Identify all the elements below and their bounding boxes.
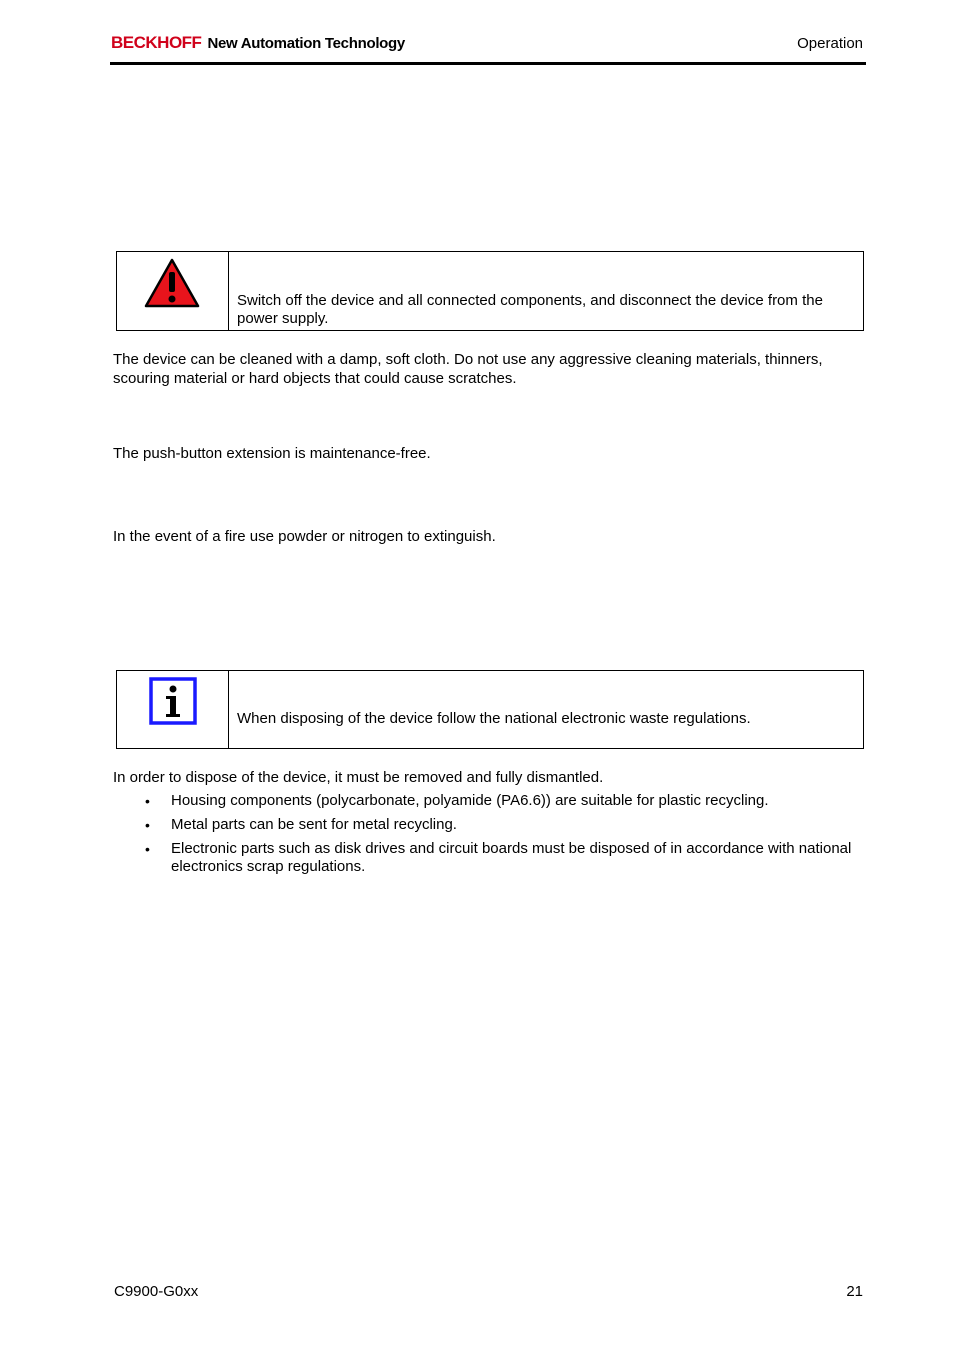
disposal-intro: In order to dispose of the device, it must be removed and fully dismantled. (113, 769, 604, 786)
info-icon (149, 677, 197, 725)
brand-tagline: New Automation Technology (207, 35, 405, 52)
brand-name: BECKHOFF (111, 33, 202, 52)
warning-icon-cell (117, 252, 229, 330)
list-item: • Metal parts can be sent for metal recycling. (145, 816, 855, 834)
info-note (116, 670, 864, 749)
section-title: Operation (797, 35, 863, 52)
info-text-cell (229, 671, 863, 748)
disposal-list (145, 792, 855, 882)
warning-note (116, 251, 864, 331)
footer-page-number: 21 (846, 1283, 863, 1300)
brand-logo (111, 33, 405, 53)
footer-doc-id: C9900-G0xx (114, 1283, 199, 1300)
info-text: When disposing of the device follow the national electronic waste regulations. (237, 710, 751, 727)
list-item: • Electronic parts such as disk drives and circuit boards must be disposed of in accordance with national electronics scrap regulations. (145, 840, 855, 876)
cleaning-paragraph: The device can be cleaned with a damp, soft cloth. Do not use any aggressive cleaning materials, thinners, scouring material or hard objects that could cause scratches. (113, 351, 823, 387)
warning-text-cell (229, 252, 863, 330)
warning-icon (144, 258, 200, 308)
warning-text: Switch off the device and all connected components, and disconnect the device from the power supply. (237, 292, 823, 327)
info-icon-cell (117, 671, 229, 748)
fire-paragraph: In the event of a fire use powder or nitrogen to extinguish. (113, 528, 496, 545)
header-rule (110, 62, 866, 65)
list-item: • Housing components (polycarbonate, polyamide (PA6.6)) are suitable for plastic recycling. (145, 792, 855, 810)
maintenance-paragraph: The push-button extension is maintenance-free. (113, 445, 431, 462)
